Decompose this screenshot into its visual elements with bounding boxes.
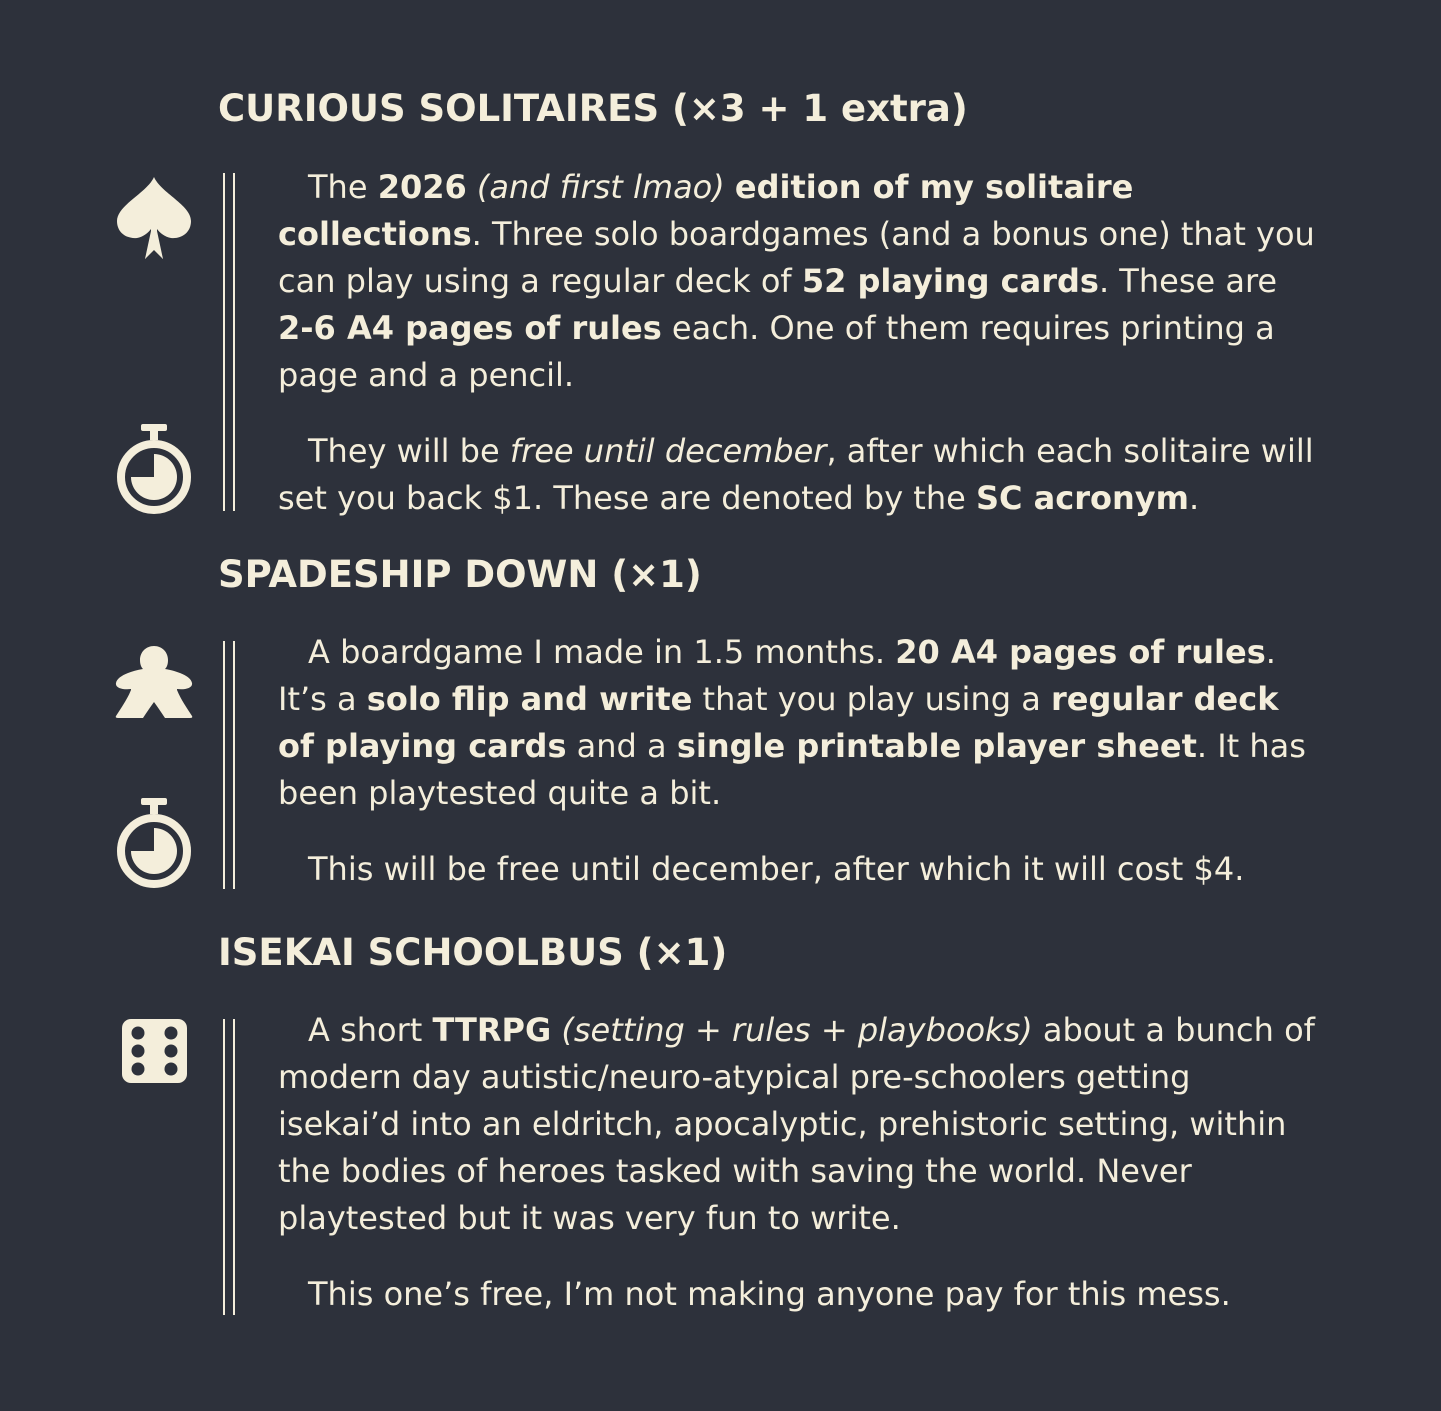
section-title-isekai-schoolbus: ISEKAI SCHOOLBUS (×1) bbox=[218, 931, 728, 974]
stopwatch-icon bbox=[115, 798, 193, 890]
paragraph-description: The 2026 (and first lmao) edition of my solitaire collections. Three solo boardgames (and a bonus one) that you can play using a regular deck of 52 playing cards. These are 2-6 A4 pages of rules each. One of them requires printing a page and a pencil. bbox=[278, 168, 1315, 394]
section-body-isekai-schoolbus bbox=[278, 1007, 1318, 1318]
stopwatch-icon bbox=[115, 424, 193, 516]
section-title-curious-solitaires: CURIOUS SOLITAIRES (×3 + 1 extra) bbox=[218, 87, 968, 130]
paragraph-description: A short TTRPG (setting + rules + playbooks) about a bunch of modern day autistic/neuro-atypical pre-schoolers getting isekai’d into an eldritch, apocalyptic, prehistoric setting, within the bodies of heroes tasked with saving the world. Never playtested but it was very fun to write. bbox=[278, 1011, 1315, 1237]
meeple-icon bbox=[115, 646, 193, 718]
dice-six-icon bbox=[122, 1019, 187, 1083]
paragraph-pricing: They will be free until december, after which each solitaire will set you back $1. These are denoted by the SC acronym. bbox=[278, 432, 1314, 517]
section-rule bbox=[223, 641, 235, 889]
section-rule bbox=[223, 1019, 235, 1315]
section-body-spadeship-down bbox=[278, 629, 1318, 893]
paragraph-description: A boardgame I made in 1.5 months. 20 A4 pages of rules. It’s a solo flip and write that you play using a regular deck of playing cards and a single printable player sheet. It has been playtested quite a bit. bbox=[278, 633, 1306, 812]
section-title-spadeship-down: SPADESHIP DOWN (×1) bbox=[218, 553, 702, 596]
paragraph-pricing: This one’s free, I’m not making anyone pay for this mess. bbox=[308, 1275, 1231, 1313]
paragraph-pricing: This will be free until december, after which it will cost $4. bbox=[308, 850, 1245, 888]
spade-icon bbox=[115, 175, 193, 261]
section-body-curious-solitaires bbox=[278, 164, 1318, 522]
section-rule bbox=[223, 173, 235, 511]
